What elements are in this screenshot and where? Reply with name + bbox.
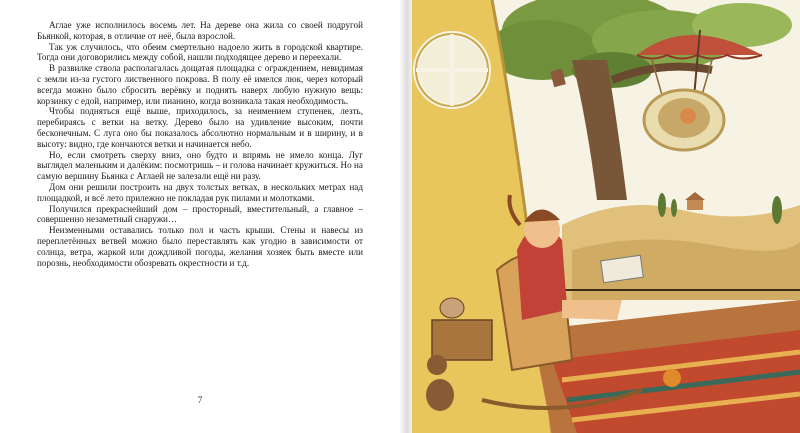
text-block (37, 20, 363, 268)
paragraph: Получился прекраснейший дом – просторный, вместительный, а главное – совершенно незаметный снаружи… (37, 203, 363, 225)
paragraph: Дом они решили построить на двух толстых ветках, в нескольких метрах над площадкой, и всё лето прилежно не покладая рук пилами и молотками. (37, 181, 363, 203)
paragraph: Неизменными оставались только пол и часть крыши. Стены и навесы из переплетённых ветвей можно было переставлять как угодно в зависимости от солнца, ветра, жаркой или дождливой погоды, желания хозяек быть вместе или порознь, необходимости обозревать окрестности и т.д. (37, 225, 363, 268)
page-number: 7 (197, 395, 203, 405)
paragraph: В развилке ствола располагалась дощатая площадка с ограждением, невидимая с земли из-за густого лиственного покрова. В полу её имелся люк, через который всегда можно было сбросить верёвку и поднять наверх любую нужную вещь: корзинку с едой, например, или пианино, когда возникала такая необходимость. (37, 63, 363, 106)
book-gutter (399, 0, 413, 433)
paragraph: Аглае уже исполнилось восемь лет. На дереве она жила со своей подругой Бьянкой, которая, в отличие от неё, была взрослой. (37, 20, 363, 41)
round-window (416, 34, 488, 106)
paragraph: Так уж случилось, что обеим смертельно надоело жить в городской квартире. Тогда они договорились между собой, нашли подходящее дерево и переехали. (37, 41, 363, 63)
apple (663, 369, 681, 387)
paragraph: Чтобы подняться ещё выше, приходилось, за неимением ступенек, лезть, перебираясь с ветки на ветку. Дерево было на удивление высоким, почти бесконечным. С луга оно бы показалось абсолютно нормальным и в ширину, и в высоту: видно, где кончаются ветки и начинается небо. (37, 106, 363, 149)
illustration (412, 0, 800, 433)
right-page-illustration (412, 0, 800, 433)
paragraph: Но, если смотреть сверху вниз, оно будто и впрямь не имело конца. Луг выглядел маленьким и далёким: посмотришь – и голова начинает кружиться. Но на самую вершину Бьянка с Аглаей не залезали ещё ни разу. (37, 149, 363, 182)
